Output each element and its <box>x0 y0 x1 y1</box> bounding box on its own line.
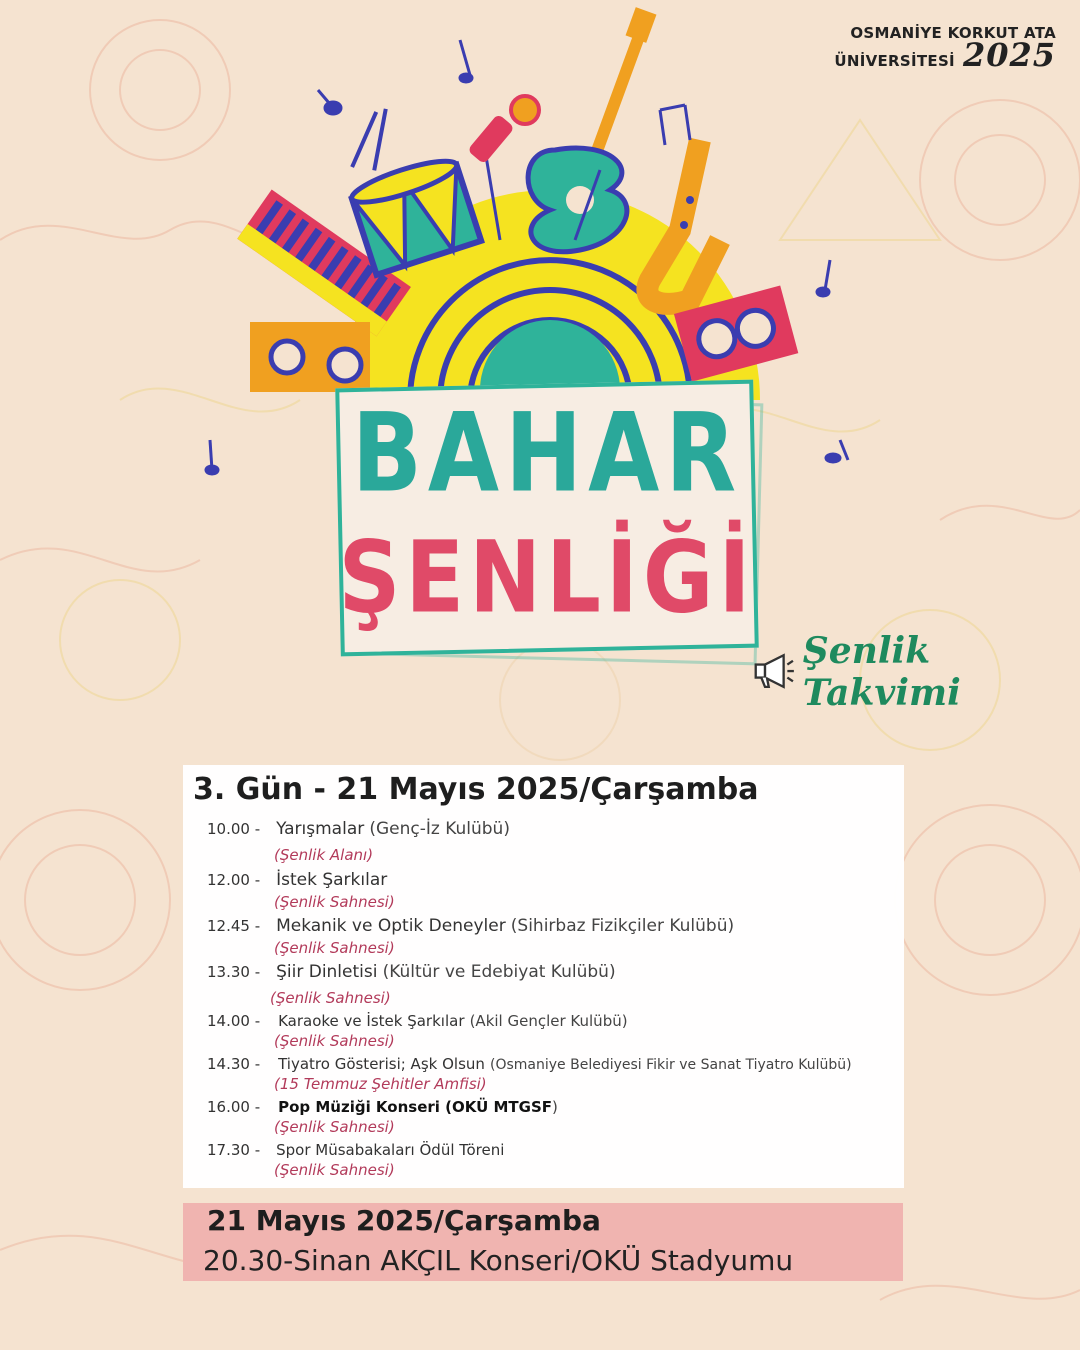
schedule-day-title: 3. Gün - 21 Mayıs 2025/Çarşamba <box>193 772 759 807</box>
item-venue: (Şenlik Alanı) <box>274 846 374 864</box>
festival-year: 2025 <box>962 36 1056 74</box>
item-name: Şiir Dinletisi <box>276 962 378 982</box>
item-venue: (Şenlik Sahnesi) <box>274 1118 395 1136</box>
schedule-item <box>207 1054 852 1073</box>
schedule-item <box>207 962 616 982</box>
festival-calendar-label <box>752 630 1080 714</box>
item-club: (Kültür ve Edebiyat Kulübü) <box>382 962 616 982</box>
concert-info: 20.30-Sinan AKÇIL Konseri/OKÜ Stadyumu <box>203 1244 794 1277</box>
item-venue: (Şenlik Sahnesi) <box>274 1032 395 1050</box>
item-name: Yarışmalar <box>276 819 365 839</box>
university-name-line2: ÜNİVERSİTESİ <box>834 52 955 70</box>
item-name: Tiyatro Gösterisi; Aşk Olsun <box>278 1055 485 1073</box>
speaker-icon <box>250 322 370 392</box>
item-time: 13.30 - <box>207 963 261 981</box>
item-venue: (Şenlik Sahnesi) <box>274 893 395 911</box>
item-name: Mekanik ve Optik Deneyler <box>276 916 506 936</box>
item-club: ) <box>552 1098 558 1116</box>
university-name-line1: OSMANİYE KORKUT ATA <box>850 24 1056 42</box>
megaphone-icon <box>752 652 795 692</box>
item-time: 12.00 - <box>207 871 261 889</box>
schedule-item <box>207 1140 504 1159</box>
item-name: Karaoke ve İstek Şarkılar <box>278 1012 465 1030</box>
concert-date: 21 Mayıs 2025/Çarşamba <box>207 1204 601 1237</box>
schedule-item <box>207 1097 558 1116</box>
title-line2: ŞENLİĞİ <box>338 520 756 636</box>
item-venue: (Şenlik Sahnesi) <box>274 1161 395 1179</box>
schedule-item <box>207 1011 628 1030</box>
item-name: İstek Şarkılar <box>276 870 388 890</box>
item-venue: (Şenlik Sahnesi) <box>270 989 391 1007</box>
item-time: 14.00 - <box>207 1012 261 1030</box>
item-time: 14.30 - <box>207 1055 261 1073</box>
item-venue: (15 Temmuz Şehitler Amfisi) <box>274 1075 487 1093</box>
schedule-item <box>207 819 510 839</box>
item-club: (Akil Gençler Kulübü) <box>469 1012 628 1030</box>
item-name: Pop Müziği Konseri (OKÜ MTGSF <box>278 1098 553 1116</box>
schedule-item <box>207 916 734 936</box>
item-club: (Genç-İz Kulübü) <box>369 819 510 839</box>
item-time: 17.30 - <box>207 1141 261 1159</box>
item-club: (Sihirbaz Fizikçiler Kulübü) <box>510 916 735 936</box>
item-venue: (Şenlik Sahnesi) <box>274 939 395 957</box>
item-time: 10.00 - <box>207 820 261 838</box>
title-line1: BAHAR <box>351 390 743 517</box>
festival-calendar-text: Şenlik Takvimi <box>802 630 961 714</box>
item-club: (Osmaniye Belediyesi Fikir ve Sanat Tiyatro Kulübü) <box>490 1057 852 1073</box>
item-time: 16.00 - <box>207 1098 261 1116</box>
item-time: 12.45 - <box>207 917 261 935</box>
item-name: Spor Müsabakaları Ödül Töreni <box>276 1141 505 1159</box>
schedule-item <box>207 870 387 890</box>
